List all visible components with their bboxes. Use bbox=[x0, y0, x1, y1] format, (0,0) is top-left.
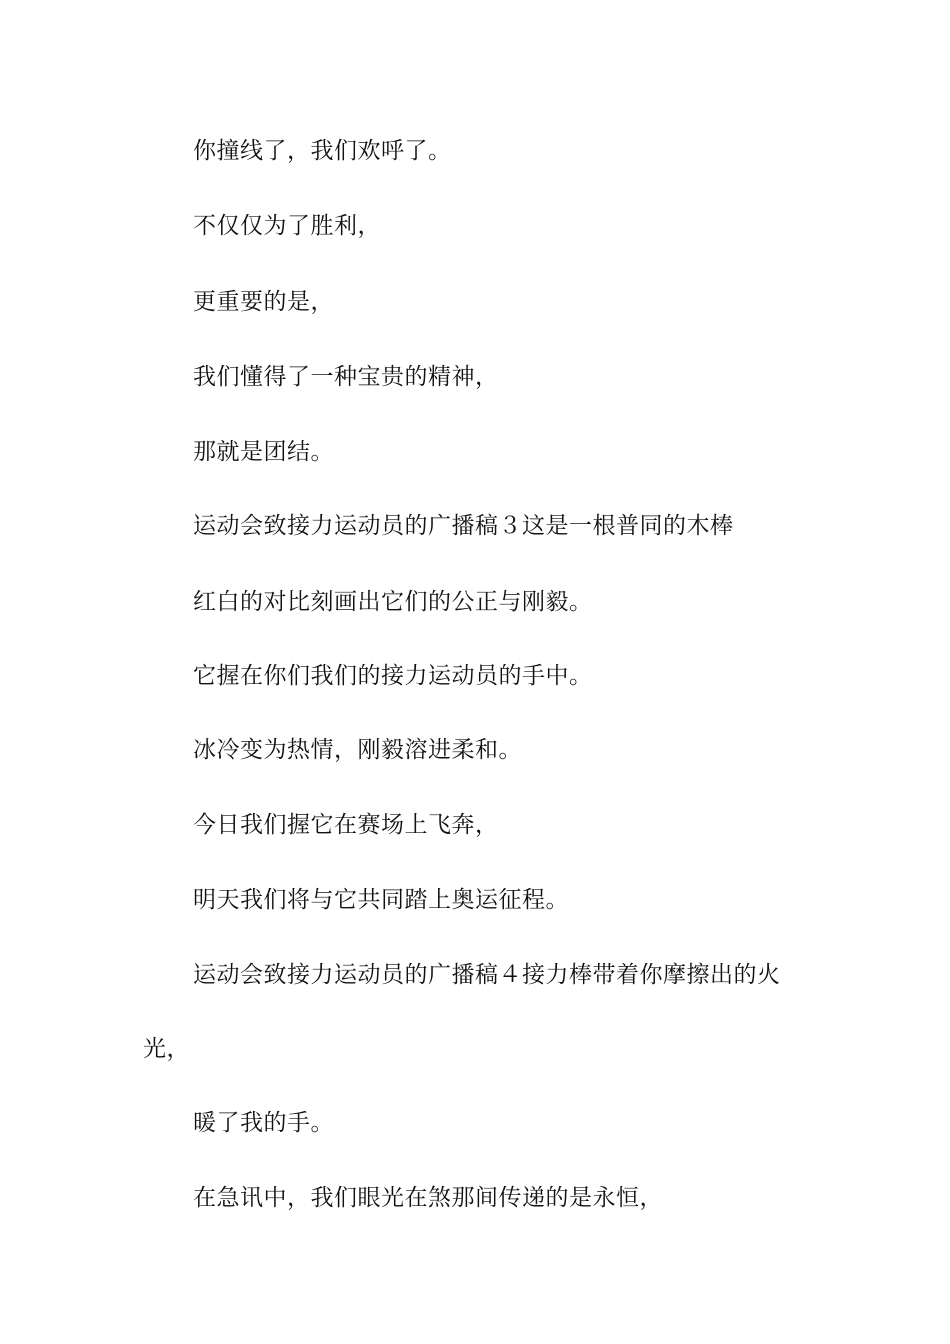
text-line: 那就是团结。 bbox=[193, 439, 334, 465]
text-line: 在急讯中，我们眼光在煞那间传递的是永恒， bbox=[193, 1185, 663, 1211]
text-line: 我们懂得了一种宝贵的精神， bbox=[193, 364, 499, 390]
text-line-continuation: 光， bbox=[143, 1036, 190, 1062]
text-line: 今日我们握它在赛场上飞奔， bbox=[193, 812, 499, 838]
text-line: 运动会致接力运动员的广播稿３这是一根普同的木棒 bbox=[193, 513, 734, 539]
text-line: 你撞线了，我们欢呼了。 bbox=[193, 138, 452, 164]
text-line: 更重要的是， bbox=[193, 289, 334, 315]
text-line: 冰冷变为热情，刚毅溶进柔和。 bbox=[193, 737, 522, 763]
text-line: 不仅仅为了胜利， bbox=[193, 213, 381, 239]
text-line: 明天我们将与它共同踏上奥运征程。 bbox=[193, 887, 569, 913]
text-line: 红白的对比刻画出它们的公正与刚毅。 bbox=[193, 589, 593, 615]
text-line: 运动会致接力运动员的广播稿４接力棒带着你摩擦出的火 bbox=[193, 962, 781, 988]
text-line: 暖了我的手。 bbox=[193, 1110, 334, 1136]
text-line: 它握在你们我们的接力运动员的手中。 bbox=[193, 663, 593, 689]
